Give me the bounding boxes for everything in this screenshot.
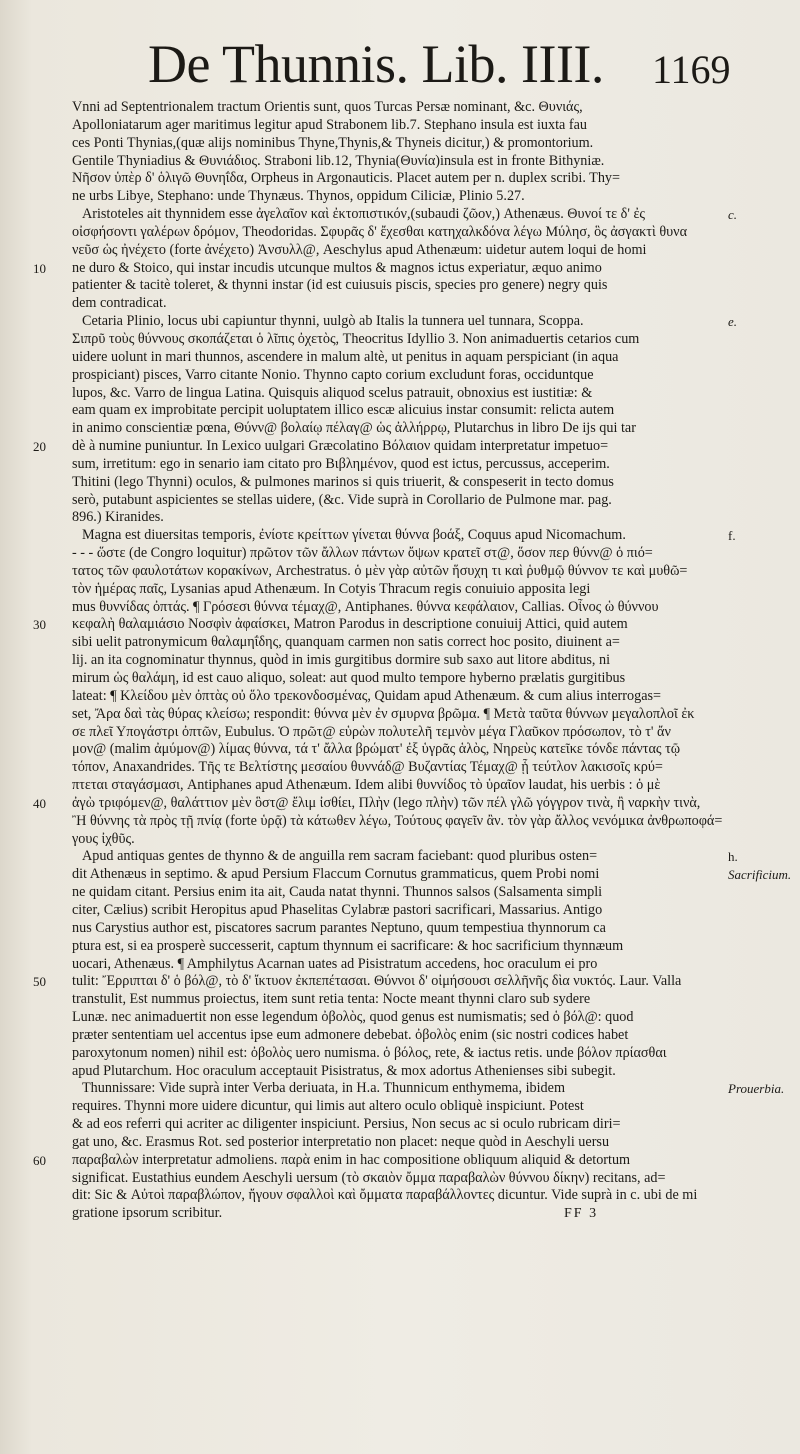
- line-number: 40: [33, 795, 46, 811]
- line-text: σε πλεῖ Υπογάστρι ὀπτῶν, Eubulus. Ὁ πρῶτ@ εὑρὼν πολυτελῆ τεμνὸν μέγα Γλαῦκον πρόσωπον, τὸ τ' ἄν: [72, 723, 671, 740]
- line-text: γους ἰχθῦς.: [72, 830, 135, 847]
- line-number: 50: [33, 974, 46, 990]
- line-text: patienter & tacitè toleret, & thynni instar (id est cuiusuis piscis, species pro genere) negry quis: [72, 277, 608, 294]
- text-line: [64, 117, 776, 135]
- text-line: [64, 1187, 776, 1205]
- line-text: dè à numine puniuntur. In Lexico uulgari Græcolatino Βόλαιον quidam interpretatur impetuo=: [72, 438, 609, 455]
- line-text: Magna est diuersitas temporis, ἐνίοτε κρείττων γίνεται θύννα βοάξ, Coquus apud Nicomachum.: [82, 527, 626, 544]
- line-text: eam quam ex improbitate percipit uoluptatem illico escæ alicuius instar consumit: relicta autem: [72, 402, 615, 419]
- margin-note: h.: [728, 849, 738, 865]
- line-text: τατος τῶν φαυλοτάτων κορακίνων, Archestratus. ὁ μὲν γὰρ αὐτῶν ἥσυχη τι καὶ ῥυθμῷ θύννον τε καὶ μυθῶ=: [72, 562, 688, 579]
- line-text: paroxytonum nomen) nihil est: ὀβολὸς uero numisma. ὁ βόλος, rete, & iactus retis. unde βόλον πρίασθαι: [72, 1044, 667, 1061]
- text-line: [64, 1098, 776, 1116]
- text-line: [64, 813, 776, 831]
- text-line: [64, 527, 776, 545]
- line-text: Thunnissare: Vide suprà inter Verba deriuata, in H.a. Thunnicum enthymema, ibidem: [82, 1080, 565, 1097]
- text-line: [64, 563, 776, 581]
- margin-note: Prouerbia.: [728, 1081, 785, 1097]
- text-line: [64, 188, 776, 206]
- line-text: lateat: ¶ Κλείδου μὲν ὀπτὰς οὐ ὅλο τρεκονδοσμένας, Quidam apud Athenæum. & cum alius interrogas=: [72, 687, 662, 704]
- margin-note: e.: [728, 314, 738, 330]
- text-line: [64, 741, 776, 759]
- line-text: Νῆσον ὑπὲρ δ' ὁλιγῶ Θυνηΐδα, Orpheus in Argonauticis. Placet autem per n. duplex scribi. Thy=: [72, 170, 621, 187]
- line-text: gat uno, &c. Erasmus Rot. sed posterior interpretatio non placet: neque quòd in Aeschyli uersu: [72, 1133, 610, 1150]
- line-text: transtulit, Est nummus proiectus, item sunt retia tenta: Nocte meant thynni claro sub sydere: [72, 991, 591, 1008]
- line-text: ptura est, si ea prosperè successerit, captum thynnum ei sacrificare: & hoc sacrificium thynnæum: [72, 937, 624, 954]
- text-line: [64, 1116, 776, 1134]
- text-line: [64, 1009, 776, 1027]
- line-text: Cetaria Plinio, locus ubi capiuntur thynni, uulgò ab Italis la tunnera uel tunnara, Scoppa.: [82, 313, 584, 330]
- line-text: uidere uolunt in mari thunnos, ascendere in malum altè, ut penitus in aquam perspiciant (in aqua: [72, 348, 619, 365]
- line-text: Apud antiquas gentes de thynno & de anguilla rem sacram faciebant: quod pluribus osten=: [82, 848, 598, 865]
- running-title: De Thunnis. Lib. IIII.: [148, 34, 604, 94]
- text-line: [64, 652, 776, 670]
- text-line: [33, 1151, 776, 1170]
- text-line: [64, 135, 776, 153]
- text-line: [64, 848, 776, 866]
- line-text: τὸν ἡμέρας παῖς, Lysanias apud Athenæum. In Cotyis Thracum regis conuiuio apposita legi: [72, 580, 591, 597]
- line-text: set, Ἄρα δαὶ τὰς θύρας κλείσω; respondit: θύννα μὲν ἐν σμυρνα βρῶμα. ¶ Μετὰ ταῦτα θύννων μεγαλοπλοῖ ἐκ: [72, 705, 695, 722]
- line-text: nus Carystius author est, piscatores sacrum parantes Neptuno, quum tempestiua thynnorum ca: [72, 919, 606, 936]
- line-number: 30: [33, 617, 46, 633]
- line-number: 10: [33, 260, 46, 276]
- text-line: [64, 670, 776, 688]
- text-line: [64, 866, 792, 884]
- text-line: [64, 545, 776, 563]
- line-text: mus θυννίδας ὀπτάς. ¶ Γρόσεσι θύννα τέμαχ@, Antiphanes. θύννα κεφάλαιον, Callias. Οἶνος ὡ θύννου: [72, 598, 659, 615]
- line-text: παραβαλὼν interpretatur admoliens. παρὰ enim in hac compositione obliquum aliquid & detortum: [72, 1151, 631, 1168]
- line-text: - - - ὥστε (de Congro loquitur) πρῶτον τῶν ἄλλων πάντων ὄψων κρατεῖ στ@, ὅσον περ θύνν@ ὁ πιό=: [72, 545, 653, 562]
- text-line: [64, 492, 776, 510]
- line-text: ne quidam citant. Persius enim ita ait, Cauda natat thynni. Thunnos salsos (Salsamenta simpli: [72, 884, 603, 901]
- text-line: [64, 242, 776, 260]
- text-line: [64, 385, 776, 403]
- margin-note: c.: [728, 207, 738, 223]
- text-line: [64, 1063, 776, 1081]
- text-line: [33, 438, 776, 456]
- line-text: πτεται σταγάσμασι, Antiphanes apud Athenæum. Idem alibi θυννίδος τὸ ὑραῖον laudat, his uerbis : ὁ μὲ: [72, 777, 661, 794]
- text-line: [64, 688, 776, 706]
- text-line: [64, 402, 776, 420]
- text-line: [64, 206, 776, 224]
- line-text: ne urbs Libye, Stephano: unde Thynæus. Thynos, oppidum Ciliciæ, Plinio 5.27.: [72, 188, 525, 205]
- line-text: significat. Eustathius eundem Aeschyli uersum (τὸ σκαιὸν ὄμμα παραβαλὼν θύννου δίκην) recitans, ad=: [72, 1169, 666, 1186]
- line-text: requires. Thynni more uidere dicuntur, qui limis aut altero oculo obliquè inspiciunt. Potest: [72, 1098, 584, 1115]
- line-text: mirum ὡς θαλάμη, id est cauo aliquo, soleat: aut quod multo tempore hyberno prælatis gurgitibus: [72, 670, 626, 686]
- line-text: in animo conscientiæ pœna, Θύνν@ βολαίῳ πέλαγ@ ὡς ἀλλήρρῳ, Plutarchus in libro De ijs qui tar: [72, 420, 636, 437]
- line-text: Σιπρῦ τοὺς θύννους σκοπάζεται ὁ λῖπις ὀχετὸς, Theocritus Idyllio 3. Non animaduertis cetarios cum: [72, 330, 640, 347]
- line-text: uocari, Athenæus. ¶ Amphilytus Acarnan uates ad Pisistratum accedens, hoc oraculum ei pro: [72, 955, 598, 972]
- line-text: citer, Cælius) scribit Heropitus apud Phaselitas Cylabræ pastori sacrificari, Massarius. Antigo: [72, 901, 603, 918]
- text-column: [33, 99, 792, 1223]
- text-line: [64, 956, 776, 974]
- line-text: 896.) Kiranides.: [72, 509, 164, 526]
- line-text: sibi uelit patronymicum θαλαμηΐδης, quanquam carmen non satis correct hoc posito, diuinent a=: [72, 634, 620, 651]
- page-header: [0, 28, 800, 100]
- line-text: dem contradicat.: [72, 295, 167, 312]
- line-number: 20: [33, 439, 46, 455]
- text-line: [64, 1205, 776, 1223]
- line-number: 60: [33, 1152, 46, 1168]
- line-text: ne duro & Stoico, qui instar incudis utcunque multos & magnos ictus experiatur, æquo animo: [72, 259, 602, 276]
- text-line: [33, 616, 776, 634]
- line-text: & ad eos referri qui acriter ac diligenter inspiciunt. Persius, Non secus ac si oculo rubricam diri=: [72, 1116, 621, 1133]
- text-line: [64, 920, 776, 938]
- line-text: Aristoteles ait thynnidem esse ἀγελαῖον καὶ ἐκτοπιστικόν,(subaudi ζῶον,) Athenæus. Θυνοί τε δ' ἐς: [82, 206, 646, 223]
- line-text: sum, irretitum: ego in senario iam citato pro Βιβλημένον, quod est ictus, percussus, acceperim.: [72, 455, 610, 472]
- line-text: præter sententiam uel accentus ipse eum admonere debebat. ὀβολὸς enim (sic nostri codices habet: [72, 1026, 629, 1043]
- line-text: μον@ (malim ἀμύμον@) λίμας θύννα, τά τ' ἄλλα βρώματ' ἐξ ὑγρᾶς ἁλὸς, Νηρεὺς κατεῖκε τόνδε πάντας τῷ: [72, 741, 681, 758]
- line-text: τόπον, Anaxandrides. Τῆς τε Βελτίστης μεσαίου θυννάδ@ Βυζαντίας Τέμαχ@ ᾗ τεύτλον λακισοῖς κρύ=: [72, 759, 663, 776]
- line-text: νεῦσ ὡς ἠνέχετο (forte ἀνέχετο) Ἀνσυλλ@, Aeschylus apud Athenæum: uidetur autem loqui de homi: [72, 241, 647, 258]
- text-line: [64, 599, 776, 617]
- text-line: [64, 224, 776, 242]
- text-line: [64, 331, 776, 349]
- text-line: [33, 794, 776, 813]
- text-line: [64, 313, 776, 331]
- text-line: [64, 153, 776, 171]
- text-line: [64, 759, 776, 777]
- text-line: [64, 902, 776, 920]
- line-text: Thitini (lego Thynni) oculos, & pulmones marinos si quis triuerit, & conspeserit in tecto domus: [72, 473, 614, 490]
- text-line: [33, 973, 776, 991]
- line-text: lij. an ita cognominatur thynnus, quòd in imis gurgitibus dormire sub saxo aut litore abditus, ni: [72, 652, 611, 669]
- text-line: [64, 884, 776, 902]
- line-text: Lunæ. nec animaduertit non esse legendum ὀβολὸς, quod genus est numismatis; sed ὁ βόλ@: quod: [72, 1009, 634, 1026]
- text-line: [64, 170, 776, 188]
- line-text: gratione ipsorum scribitur.: [72, 1205, 223, 1222]
- text-line: [33, 259, 776, 278]
- text-line: [64, 938, 776, 956]
- text-line: [64, 1170, 776, 1188]
- text-line: [64, 1080, 785, 1098]
- text-line: [64, 99, 776, 117]
- line-text: apud Plutarchum. Hoc oraculum acceptauit Pisistratus, & mox adortus Athenienses sibi subegit.: [72, 1062, 616, 1079]
- line-text: ἀγὼ τριφόμεν@, θαλάττιον μὲν ὃστ@ ἔλιμ ἰσθίει, Πλὴν (lego πλὴν) τῶν πέλ γλῶ γόγγρον τινὰ, ἢ ναρκὴν τινὰ,: [72, 794, 701, 811]
- text-line: [64, 991, 776, 1009]
- line-text: Apolloniatarum ager maritimus legitur apud Strabonem lib.7. Stephano insula est iuxta fau: [72, 116, 587, 133]
- line-text: κεφαλὴ θαλαμιάσιο Νοσφὶν ἀφαίσκει, Matron Parodus in descriptione conuiuij Attici, quid autem: [72, 616, 628, 633]
- margin-note: Sacrificium.: [728, 867, 792, 883]
- text-line: [64, 581, 776, 599]
- text-line: [64, 1027, 776, 1045]
- line-text: dit: Sic & Αὐτοὶ παραβλώπον, ἤγουν σφαλλοὶ καὶ ὄμματα παραβάλλοντες dicuntur. Vide suprà in c. ubi de mi: [72, 1187, 698, 1204]
- text-line: [64, 706, 776, 724]
- signature-mark: FF 3: [564, 1206, 599, 1222]
- text-line: [64, 777, 776, 795]
- line-text: Gentile Thyniadius & Θυνιάδιος. Straboni lib.12, Thynia(Θυνία)insula est in fronte Bithyniæ.: [72, 152, 605, 169]
- text-line: [64, 295, 776, 313]
- text-line: [64, 634, 776, 652]
- text-line: [64, 456, 776, 474]
- line-text: serò, putabunt aspicientes se stellas uidere, (&c. Vide suprà in Corollario de Pulmone mar. pag.: [72, 491, 612, 508]
- text-line: [64, 831, 776, 849]
- text-line: [64, 474, 776, 492]
- line-text: Vnni ad Septentrionalem tractum Orientis sunt, quos Turcas Persæ nominant, &c. Θυνιάς,: [72, 99, 583, 115]
- line-text: dit Athenæus in septimo. & apud Persium Flaccum Cornutus grammaticus, quem Probi nomi: [72, 866, 600, 883]
- text-line: [64, 1134, 776, 1152]
- text-line: [64, 349, 776, 367]
- line-text: Ἢ θύννης τὰ πρὸς τῇ πνίᾳ (forte ὑρᾷ) τὰ κάτωθεν λέγω, Τούτους φαγεῖν ἂν. τὸν γὰρ ἄλλος νενόμικα ἀνθρωποφά=: [72, 812, 722, 829]
- line-text: οἰσφήσοντι γαλέρων δρόμον, Theodoridas. Σφυρᾶς δ' ἔχεσθαι κατηχαλκδόνα λέγω Μύλησ, ὃς ἀσγακτὶ θυνα: [72, 223, 688, 240]
- line-text: tulit: Ἔρριπται δ' ὁ βόλ@, τὸ δ' ἴκτυον ἐκπεπέτασαι. Θύννοι δ' οἰμήσουσι σελλῆνῆς δὶα νυκτός. Laur. Valla: [72, 973, 682, 990]
- text-line: [64, 724, 776, 742]
- text-line: [64, 420, 776, 438]
- line-text: ces Ponti Thynias,(quæ alijs nominibus Thyne,Thynis,& Thyneis dicitur,) & promontorium.: [72, 134, 594, 151]
- text-line: [64, 1045, 776, 1063]
- line-text: prospiciant) pisces, Varro citante Nonio. Thynno capto corium excludunt foras, occiduntque: [72, 366, 594, 383]
- text-line: [64, 367, 776, 385]
- text-line: [64, 277, 776, 295]
- text-line: [64, 509, 776, 527]
- line-text: lupos, &c. Varro de lingua Latina. Quisquis aliquod scelus patrauit, obnoxius est iustitiæ: &: [72, 384, 593, 401]
- margin-note: f.: [728, 528, 736, 544]
- page-number: 1169: [652, 47, 731, 92]
